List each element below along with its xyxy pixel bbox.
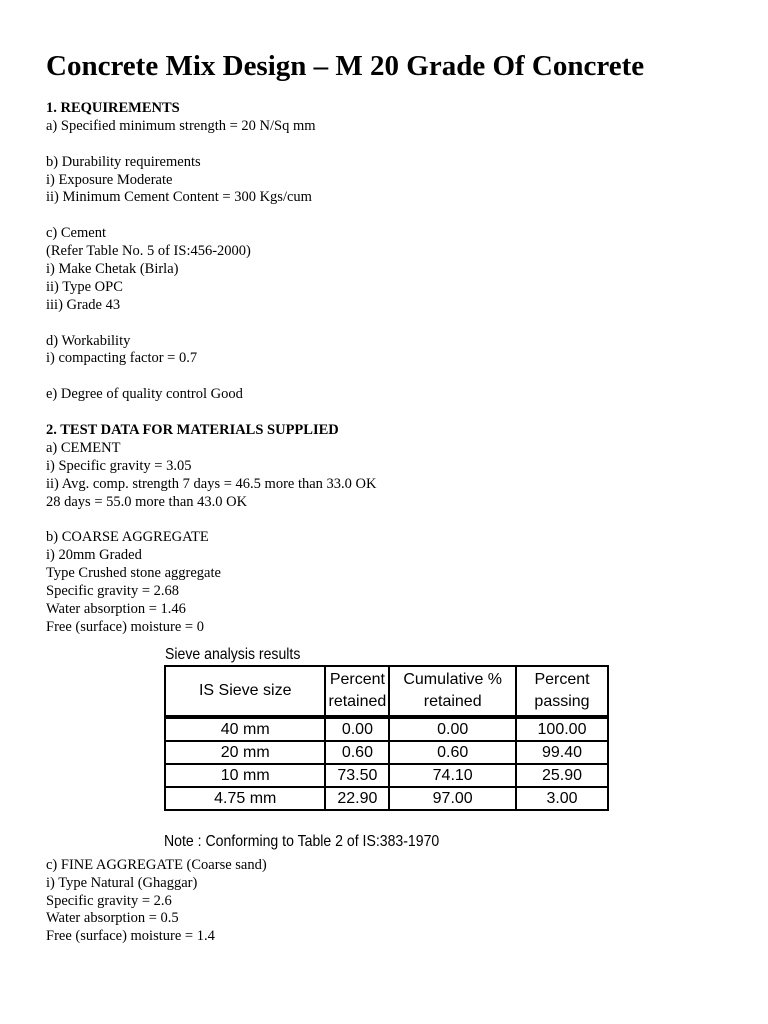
requirement-workability: d) Workability (46, 332, 131, 349)
table-header-row (165, 666, 608, 717)
cement-heading: a) CEMENT (46, 439, 121, 456)
fine-aggregate-moisture: Free (surface) moisture = 1.4 (46, 928, 215, 945)
cell-sieve-size: 40 mm (165, 717, 325, 741)
cell-sieve-size: 10 mm (165, 764, 325, 787)
requirement-compacting-factor: i) compacting factor = 0.7 (46, 350, 198, 367)
header-sieve-size: IS Sieve size (165, 666, 325, 717)
coarse-aggregate-type: Type Crushed stone aggregate (46, 565, 221, 582)
document-body (46, 100, 726, 946)
requirement-durability: b) Durability requirements (46, 153, 201, 170)
requirement-cement-type: ii) Type OPC (46, 278, 123, 295)
cell-percent-passing: 99.40 (516, 741, 608, 764)
requirement-min-cement: ii) Minimum Cement Content = 300 Kgs/cum (46, 189, 312, 206)
sieve-analysis-figure (46, 637, 726, 857)
spacer (46, 404, 726, 422)
coarse-aggregate-water-absorption: Water absorption = 1.46 (46, 600, 186, 617)
cell-percent-retained: 0.00 (325, 717, 389, 741)
header-percent-passing: Percent passing (516, 666, 608, 717)
cement-specific-gravity: i) Specific gravity = 3.05 (46, 457, 192, 474)
coarse-aggregate-moisture: Free (surface) moisture = 0 (46, 618, 204, 635)
cell-cumulative-retained: 97.00 (389, 787, 516, 810)
cell-percent-retained: 0.60 (325, 741, 389, 764)
table-row (165, 787, 608, 810)
page-title: Concrete Mix Design – M 20 Grade Of Concrete (46, 50, 645, 82)
cell-cumulative-retained: 0.00 (389, 717, 516, 741)
section-test-data-heading: 2. TEST DATA FOR MATERIALS SUPPLIED (46, 422, 339, 439)
requirement-exposure: i) Exposure Moderate (46, 171, 173, 188)
spacer (46, 315, 726, 333)
section-requirements-heading: 1. REQUIREMENTS (46, 100, 180, 116)
cell-percent-passing: 3.00 (516, 787, 608, 810)
table-row (165, 741, 608, 764)
requirement-cement: c) Cement (46, 225, 106, 242)
cell-percent-passing: 25.90 (516, 764, 608, 787)
requirement-cement-make: i) Make Chetak (Birla) (46, 261, 179, 278)
cell-percent-passing: 100.00 (516, 717, 608, 741)
cell-percent-retained: 73.50 (325, 764, 389, 787)
requirement-quality-control: e) Degree of quality control Good (46, 386, 243, 403)
cell-sieve-size: 4.75 mm (165, 787, 325, 810)
spacer (46, 511, 726, 529)
cell-percent-retained: 22.90 (325, 787, 389, 810)
sieve-analysis-table (164, 665, 609, 811)
table-row (165, 764, 608, 787)
header-cumulative-retained: Cumulative % retained (389, 666, 516, 717)
fine-aggregate-water-absorption: Water absorption = 0.5 (46, 910, 179, 927)
sieve-analysis-note: Note : Conforming to Table 2 of IS:383-1970 (164, 832, 440, 850)
spacer (46, 368, 726, 386)
requirement-strength: a) Specified minimum strength = 20 N/Sq mm (46, 117, 316, 134)
spacer (46, 136, 726, 154)
cell-sieve-size: 20 mm (165, 741, 325, 764)
coarse-aggregate-grading: i) 20mm Graded (46, 547, 142, 564)
sieve-analysis-caption: Sieve analysis results (165, 645, 301, 663)
requirement-cement-grade: iii) Grade 43 (46, 296, 121, 313)
coarse-aggregate-specific-gravity: Specific gravity = 2.68 (46, 583, 180, 600)
cement-strength-28-days: 28 days = 55.0 more than 43.0 OK (46, 493, 248, 510)
cell-cumulative-retained: 74.10 (389, 764, 516, 787)
table-row (165, 717, 608, 741)
requirement-cement-reference: (Refer Table No. 5 of IS:456-2000) (46, 243, 251, 260)
cement-strength-7-days: ii) Avg. comp. strength 7 days = 46.5 more than 33.0 OK (46, 475, 377, 492)
spacer (46, 207, 726, 225)
header-percent-retained: Percent retained (325, 666, 389, 717)
cell-cumulative-retained: 0.60 (389, 741, 516, 764)
fine-aggregate-heading: c) FINE AGGREGATE (Coarse sand) (46, 856, 267, 873)
coarse-aggregate-heading: b) COARSE AGGREGATE (46, 529, 209, 546)
fine-aggregate-specific-gravity: Specific gravity = 2.6 (46, 892, 172, 909)
fine-aggregate-type: i) Type Natural (Ghaggar) (46, 874, 198, 891)
